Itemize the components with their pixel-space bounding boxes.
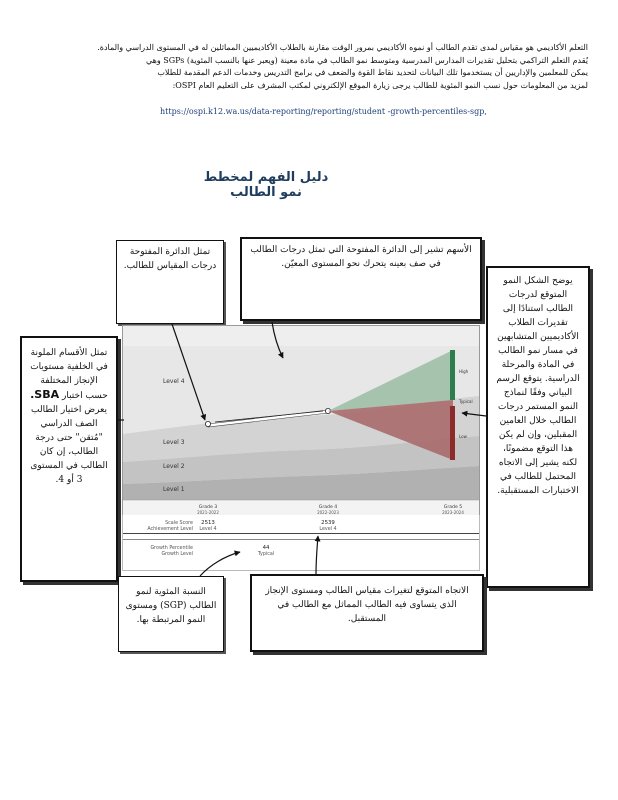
grade-years: 2021-2022 (197, 510, 219, 515)
score-table (122, 515, 480, 571)
growth-percentile-label: Growth Percentile (150, 546, 193, 551)
intro-line: التعلم الأكاديمي هو مقياس لمدى تقدم الطالب أو نموه الأكاديمي بمرور الوقت مقارنة بالطلاب الأكاديميين المماثلين له في المستوى الدراسي والمادة. (97, 43, 588, 52)
callout-text: يعرض اختيار الطالب الصف الدراسي "مُتقن" حتى درجة الطالب، إن كان الطالب في المستوى 3 أو 4. (30, 405, 108, 485)
grade-label: Grade 5 (443, 505, 463, 510)
callout-projection (486, 266, 590, 588)
level-label: Level 1 (163, 486, 185, 493)
ospi-link[interactable]: https://ospi.k12.wa.us/data-reporting/reporting/student -growth-percentiles-sgp, (160, 107, 487, 116)
intro-line: لمزيد من المعلومات حول نسب النمو المئوية للطالب يرجى زيارة الموقع الإلكتروني لمكتب المشرف على التعليم العام OSPI: (172, 80, 588, 90)
callout-text: تمثل الأقسام الملونة في الخلفية مستويات الإنجاز المختلفة حسب اختبار (30, 348, 108, 401)
grade-years: 2023-2024 (442, 510, 464, 515)
page-title: دليل الفهم لمخطط نمو الطالب (203, 170, 329, 200)
callout-arrows (240, 237, 482, 321)
achievement-level-label: Achievement Level (147, 527, 193, 532)
level-label: Level 3 (163, 439, 185, 446)
grade-years: 2022-2023 (317, 510, 339, 515)
growth-chart-svg (123, 326, 479, 516)
score-point-grade3 (205, 421, 210, 426)
table-divider (123, 539, 479, 540)
callout-text: الأسهم تشير إلى الدائرة المفتوحة التي تمثل درجات الطالب في صف بعينه يتحرك نحو المستوى المعيّن. (250, 245, 472, 269)
intro-paragraph (28, 42, 588, 92)
scale-score-label: Scale Score (165, 521, 193, 526)
fan-label-low: Low (459, 434, 467, 439)
growth-percentile-value: 44 (262, 545, 270, 551)
grade3-achievement-level: Level 4 (199, 527, 217, 532)
fan-label-typical: Typical (459, 399, 473, 404)
callout-growth-percentile (118, 576, 224, 652)
intro-line: يُقدم التعلم التراكمي بتحليل تقديرات المدارس المدرسية ومتوسط نمو الطالب في مادة معينة (ويعبر عنها بالنسب المئوية) SGPs وهي (145, 55, 588, 65)
intro-line: يمكن للمعلمين والإداريين أن يستخدموا تلك البيانات لتحديد نقاط القوة والضعف في برامج التدريس وخدمات الدعم المقدمة للطلاب (157, 68, 588, 77)
fan-low-bar (450, 406, 455, 460)
table-divider (123, 533, 479, 534)
callout-text: تمثل الدائرة المفتوحة درجات المقياس للطالب. (123, 247, 217, 271)
grade3-scale-score: 2513 (201, 520, 215, 526)
growth-level-label: Growth Level (161, 552, 193, 557)
grade-label: Grade 4 (318, 505, 338, 510)
callout-sba: SBA. (30, 388, 60, 401)
callout-text: الاتجاه المتوقع لتغيرات مقياس الطالب ومستوى الإنجاز الذي يتساوى فيه الطالب المماثل مع الطالب في المستقبل. (265, 586, 469, 624)
fan-label-high: High (459, 369, 469, 374)
fan-high-bar (450, 350, 455, 400)
level-label: Level 2 (163, 463, 185, 470)
chart-plot-top-area (123, 326, 479, 346)
growth-level-value: Typical (257, 552, 275, 557)
grade4-scale-score: 2539 (321, 520, 335, 526)
grade-label: Grade 3 (198, 505, 218, 510)
callout-open-circle (116, 240, 224, 324)
level-label: Level 4 (163, 378, 185, 385)
callout-text: النسبة المئوية لنمو الطالب (SGP) ومستوى النمو المرتبطة بها. (125, 587, 217, 625)
grade4-achievement-level: Level 4 (319, 527, 337, 532)
growth-chart (122, 325, 480, 517)
callout-expected-trend (250, 574, 484, 652)
callout-text: يوضح الشكل النمو المتوقع لدرجات الطالب استنادًا إلى تقديرات الطلاب الأكاديميين المتشابهين في مسار نمو الطالب في المادة والمرحلة الدراسية. يتوقع الرسم البياني وفقًا لنماذج النمو المستمر درجات الطالب خلال العامين المقبلين، وإن لم يكن هذا التوقع مضمونًا، لكنه يشير إلى الاتجاه المحتمل للطالب في الاختبارات المستقبلية. (496, 276, 580, 496)
callout-achievement-levels (20, 336, 118, 582)
